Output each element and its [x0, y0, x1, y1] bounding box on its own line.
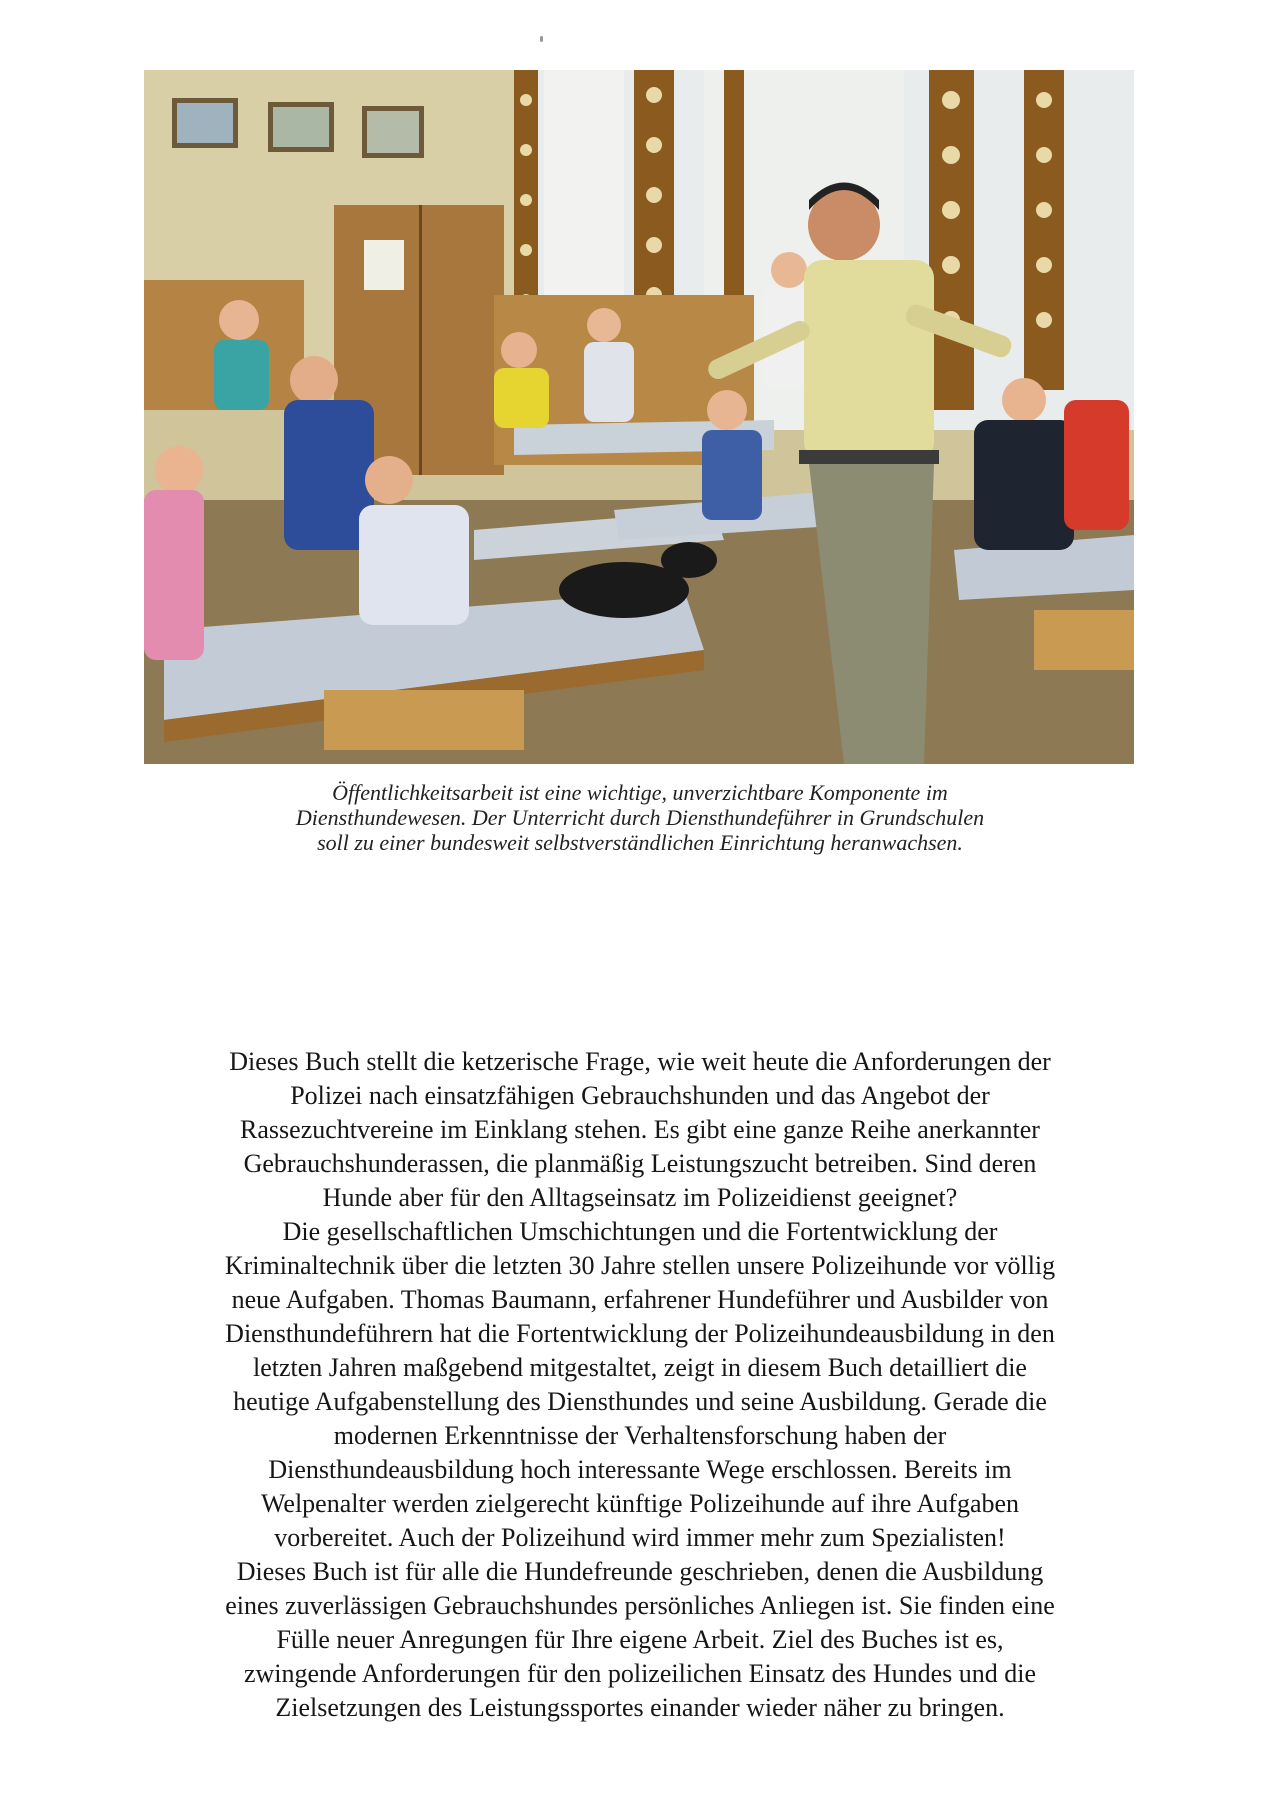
blurb-line: heutige Aufgabenstellung des Diensthundes und seine Ausbildung. Gerade die: [233, 1387, 1047, 1416]
blurb-line: eines zuverlässigen Gebrauchshundes persönliches Anliegen ist. Sie finden eine: [225, 1591, 1055, 1620]
blurb-line: Gebrauchshunderassen, die planmäßig Leistungszucht betreiben. Sind deren: [243, 1149, 1037, 1178]
blurb-line: Diensthundeführern hat die Fortentwicklung der Polizeihundeausbildung in den: [225, 1319, 1055, 1348]
blurb-line: Zielsetzungen des Leistungssportes einander wieder näher zu bringen.: [275, 1693, 1005, 1722]
caption-line: soll zu einer bundesweit selbstverständlichen Einrichtung heranwachsen.: [317, 830, 963, 855]
blurb-line: Dieses Buch ist für alle die Hundefreunde geschrieben, denen die Ausbildung: [236, 1557, 1044, 1586]
caption-line: Öffentlichkeitsarbeit ist eine wichtige, unverzichtbare Komponente im: [332, 780, 948, 805]
caption-line: Diensthundewesen. Der Unterricht durch Diensthundeführer in Grundschulen: [295, 805, 985, 830]
blurb-line: modernen Erkenntnisse der Verhaltensforschung haben der: [333, 1421, 947, 1450]
classroom-photo: [144, 70, 1134, 764]
blurb-line: zwingende Anforderungen für den polizeilichen Einsatz des Hundes und die: [243, 1659, 1037, 1688]
blurb-text: [140, 1045, 1140, 1725]
blurb-line: Die gesellschaftlichen Umschichtungen und die Fortentwicklung der: [282, 1217, 998, 1246]
blurb-line: neue Aufgaben. Thomas Baumann, erfahrener Hundeführer und Ausbilder von: [231, 1285, 1049, 1314]
blurb-line: Rassezuchtvereine im Einklang stehen. Es gibt eine ganze Reihe anerkannter: [240, 1115, 1040, 1144]
blurb-line: letzten Jahren maßgebend mitgestaltet, zeigt in diesem Buch detailliert die: [253, 1353, 1027, 1382]
scan-speck: [540, 36, 543, 42]
blurb-line: Kriminaltechnik über die letzten 30 Jahre stellen unsere Polizeihunde vor völlig: [224, 1251, 1056, 1280]
blurb-line: Dieses Buch stellt die ketzerische Frage, wie weit heute die Anforderungen der: [229, 1047, 1051, 1076]
photo-caption: [190, 780, 1090, 855]
blurb-line: vorbereitet. Auch der Polizeihund wird immer mehr zum Spezialisten!: [274, 1523, 1006, 1552]
blurb-line: Hunde aber für den Alltagseinsatz im Polizeidienst geeignet?: [322, 1183, 958, 1212]
blurb-line: Diensthundeausbildung hoch interessante Wege erschlossen. Bereits im: [268, 1455, 1012, 1484]
blurb-line: Welpenalter werden zielgerecht künftige Polizeihunde auf ihre Aufgaben: [260, 1489, 1020, 1518]
blurb-line: Fülle neuer Anregungen für Ihre eigene Arbeit. Ziel des Buches ist es,: [276, 1625, 1004, 1654]
classroom-photo-icon: [144, 70, 1134, 764]
blurb-line: Polizei nach einsatzfähigen Gebrauchshunden und das Angebot der: [290, 1081, 990, 1110]
